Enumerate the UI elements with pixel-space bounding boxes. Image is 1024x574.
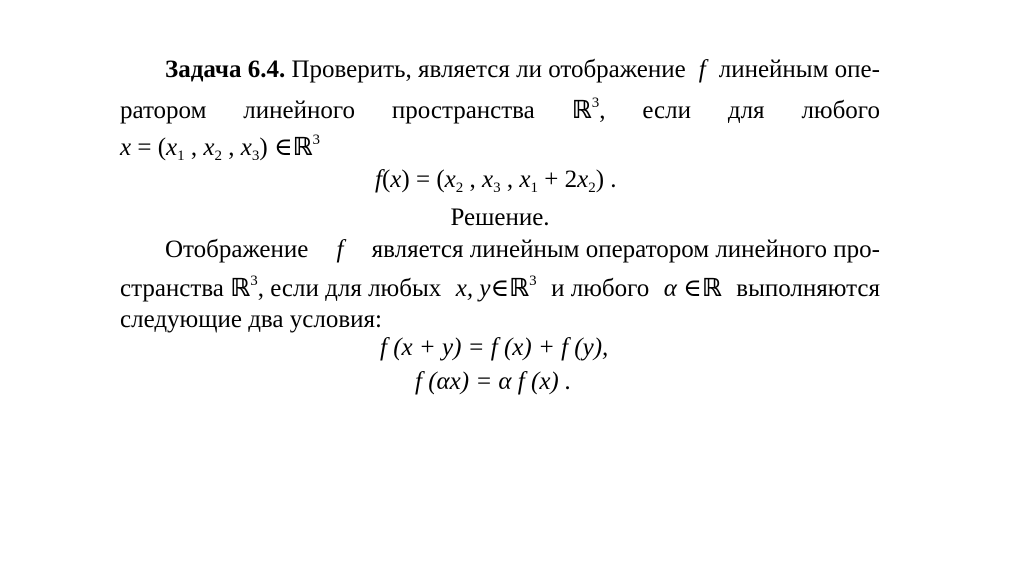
word-linear: линейного xyxy=(243,97,355,124)
alpha-in-r: α ∈ℝ xyxy=(663,273,722,302)
problem-formula: $f(x) = (x_2$ , $x_3$ , $x_1 + 2x_2$) . xyxy=(375,166,617,196)
word-for: для xyxy=(727,97,765,124)
word-space: пространства xyxy=(391,97,535,124)
solution-line-1: Отображение f является линейным оператором линейного про- xyxy=(165,236,880,263)
condition-homogeneity: f (αx) = α f (x) . xyxy=(415,368,572,395)
problem-line-2 xyxy=(120,95,880,126)
problem-line-3: $x = (x_1$ , $x_2$ , $x_3$) ∈ℝ$^3$ xyxy=(120,132,321,164)
xy-in-r3: x, y∈ℝ$^3$ xyxy=(455,273,537,302)
real-space-r3: ℝ$^3$, xyxy=(571,95,606,124)
word-if: если xyxy=(642,97,691,124)
word-operator: ратором xyxy=(120,97,207,124)
solution-space-r3: странства ℝ$^3$, если для любых xyxy=(120,273,442,302)
condition-additivity: f (x + y) = f (x) + f (y), xyxy=(380,334,609,361)
problem-intro: Проверить, является ли отображение xyxy=(291,56,686,83)
solution-heading: Решение. xyxy=(450,204,550,231)
problem-line-1 xyxy=(165,55,880,85)
problem-title: Задача 6.4. xyxy=(165,56,286,83)
map-symbol-f: f xyxy=(698,56,706,83)
problem-linear-text: линейным опе- xyxy=(718,56,880,83)
solution-line-2: странства ℝ$^3$, если для любых x, y∈ℝ$^3$ и любого α ∈ℝ выполняются xyxy=(120,273,880,302)
solution-line-3: следующие два условия: xyxy=(120,306,382,333)
word-any: любого xyxy=(801,97,880,124)
